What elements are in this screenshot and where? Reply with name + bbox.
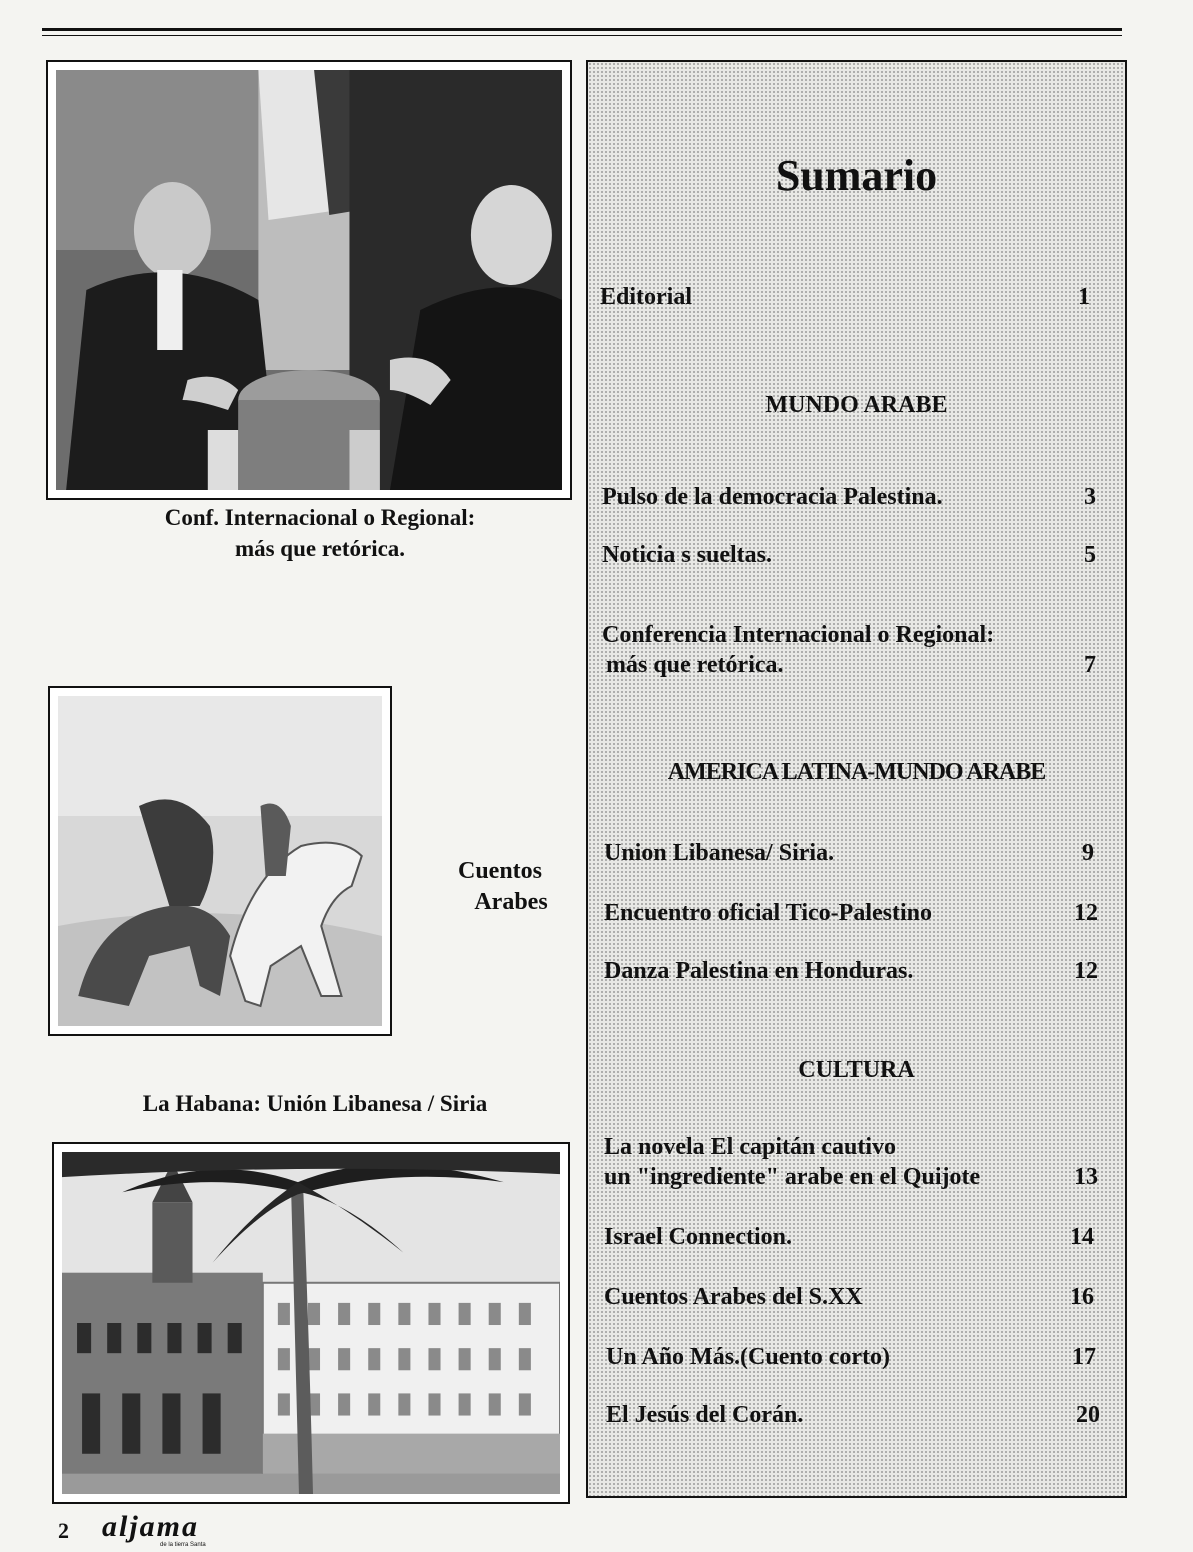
photo-horsemen-image [58,696,382,1026]
top-rule-thin [42,35,1122,36]
toc-entry-label: Noticia s sueltas. [602,542,772,568]
caption-cuentos-line1: Cuentos [457,858,542,884]
section-america-latina: AMERICA LATINA-MUNDO ARABE [667,759,1046,785]
photo-conference [46,60,572,500]
toc-entry-page: 7 [1084,652,1096,678]
toc-entry-page: 9 [1082,840,1094,866]
photo-conference-image [56,70,562,490]
photo-habana-image [62,1152,560,1494]
toc-entry-page: 12 [1074,900,1098,926]
toc-entry-label: más que retórica. [606,652,784,678]
logo-text: aljama [102,1510,200,1543]
footer-page-number: 2 [58,1518,69,1543]
toc-entry-page: 17 [1072,1344,1096,1370]
photo-horsemen [48,686,392,1036]
caption-habana: La Habana: Unión Libanesa / Siria [142,1091,488,1116]
caption-conference-line1: Conf. Internacional o Regional: [164,505,476,530]
section-mundo-arabe: MUNDO ARABE [765,392,948,418]
toc-entry-label: Editorial [600,284,693,310]
toc-entry-editorial[interactable] [600,282,1090,312]
caption-cuentos [420,856,580,918]
caption-conference [60,502,580,564]
toc-entry[interactable] [602,540,1096,570]
caption-cuentos-line2: Arabes [474,889,548,915]
toc-entry-label: Conferencia Internacional o Regional: [602,622,995,648]
toc-entry-page: 14 [1070,1224,1094,1250]
toc-entry-page: 16 [1070,1284,1094,1310]
toc-entry[interactable] [606,1342,1096,1372]
toc-entry-label: Danza Palestina en Honduras. [604,958,914,984]
toc-entry-label: Israel Connection. [604,1224,792,1250]
toc-entry-label: Cuentos Arabes del S.XX [604,1284,863,1310]
toc-entry-label: un "ingrediente" arabe en el Quijote [604,1164,981,1190]
toc-entry-page: 5 [1084,542,1096,568]
top-rule [42,28,1122,31]
photo-habana [52,1142,570,1504]
toc-entry[interactable] [604,898,1098,928]
toc-entry-label: Pulso de la democracia Palestina. [602,484,943,510]
caption-conference-line2: más que retórica. [234,536,406,561]
toc-entry[interactable] [602,620,1096,680]
toc-entry[interactable] [606,1400,1100,1430]
toc-entry[interactable] [604,1282,1094,1312]
toc-entry[interactable] [604,1132,1098,1192]
toc-entry[interactable] [604,956,1098,986]
toc-entry-page: 13 [1074,1164,1098,1190]
toc-entry-label: El Jesús del Corán. [606,1402,804,1428]
toc-entry-label: Un Año Más.(Cuento corto) [606,1344,890,1370]
toc-entry[interactable] [602,482,1096,512]
logo-subtext: de la tierra Santa [160,1542,206,1548]
toc-entry-page: 12 [1074,958,1098,984]
toc-entry-page: 1 [1078,284,1090,310]
toc-entry-page: 3 [1084,484,1096,510]
toc-entry[interactable] [604,838,1094,868]
toc-entry[interactable] [604,1222,1094,1252]
toc-entry-label: Union Libanesa/ Siria. [604,840,835,866]
toc-entry-label: La novela El capitán cautivo [604,1134,897,1160]
summary-panel [586,60,1127,1498]
toc-entry-label: Encuentro oficial Tico-Palestino [604,900,932,926]
summary-title: Sumario [775,151,938,200]
aljama-logo [100,1508,240,1550]
section-cultura: CULTURA [798,1057,915,1083]
toc-entry-page: 20 [1076,1402,1100,1428]
